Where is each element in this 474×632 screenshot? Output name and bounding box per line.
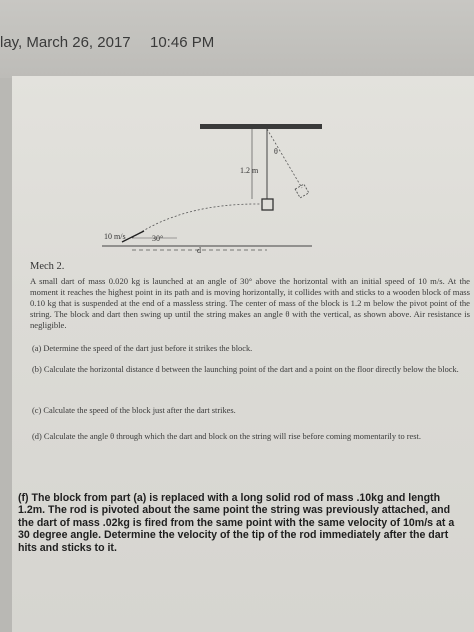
string-swung: [267, 129, 302, 188]
length-label: 1.2 m: [240, 166, 259, 175]
question-f: (f) The block from part (a) is replaced with a long solid rod of mass .10kg and length 1.2m. The rod is pivoted about the same point the string was previously attached, and the dart of mass .02kg is fired from the same point with the same velocity of 10m/s at a 30 degree angle. Determine the velocity of the tip of the rod immediately after the dart hits and sticks to it.: [18, 492, 455, 554]
dart-trajectory: [132, 204, 262, 238]
theta-label: θ: [274, 147, 278, 156]
date-label: lay, March 26, 2017: [0, 34, 131, 51]
ceiling-bar: [200, 124, 322, 129]
problem-title: Mech 2.: [30, 261, 65, 272]
worksheet-page: [12, 76, 474, 632]
pendulum-diagram: [12, 76, 474, 261]
speed-label: 10 m/s: [104, 232, 126, 241]
status-bar: [0, 0, 474, 78]
question-b: (b) Calculate the horizontal distance d between the launching point of the dart and a point on the floor directly below the block.: [32, 365, 459, 374]
question-a: (a) Determine the speed of the dart just before it strikes the block.: [32, 344, 253, 353]
block-swung: [295, 184, 309, 198]
question-d: (d) Calculate the angle θ through which the dart and block on the string will rise before coming momentarily to rest.: [32, 432, 421, 441]
problem-statement: A small dart of mass 0.020 kg is launched at an angle of 30° above the horizontal with an initial speed of 10 m/s. At the moment it reaches the highest point in its path and is moving horizontally, it collides with and sticks to a wooden block of mass 0.10 kg that is suspended at the end of a massless string. The center of mass of the block is 1.2 m below the pivot point of the string. The block and dart then swing up until the string makes an angle θ with the vertical, as shown above. Air resistance is negligible.: [30, 276, 470, 330]
block: [262, 199, 273, 210]
question-c: (c) Calculate the speed of the block just after the dart strikes.: [32, 406, 236, 415]
angle-label: 30°: [152, 234, 164, 243]
distance-label: d: [197, 246, 201, 255]
time-label: 10:46 PM: [150, 34, 215, 51]
